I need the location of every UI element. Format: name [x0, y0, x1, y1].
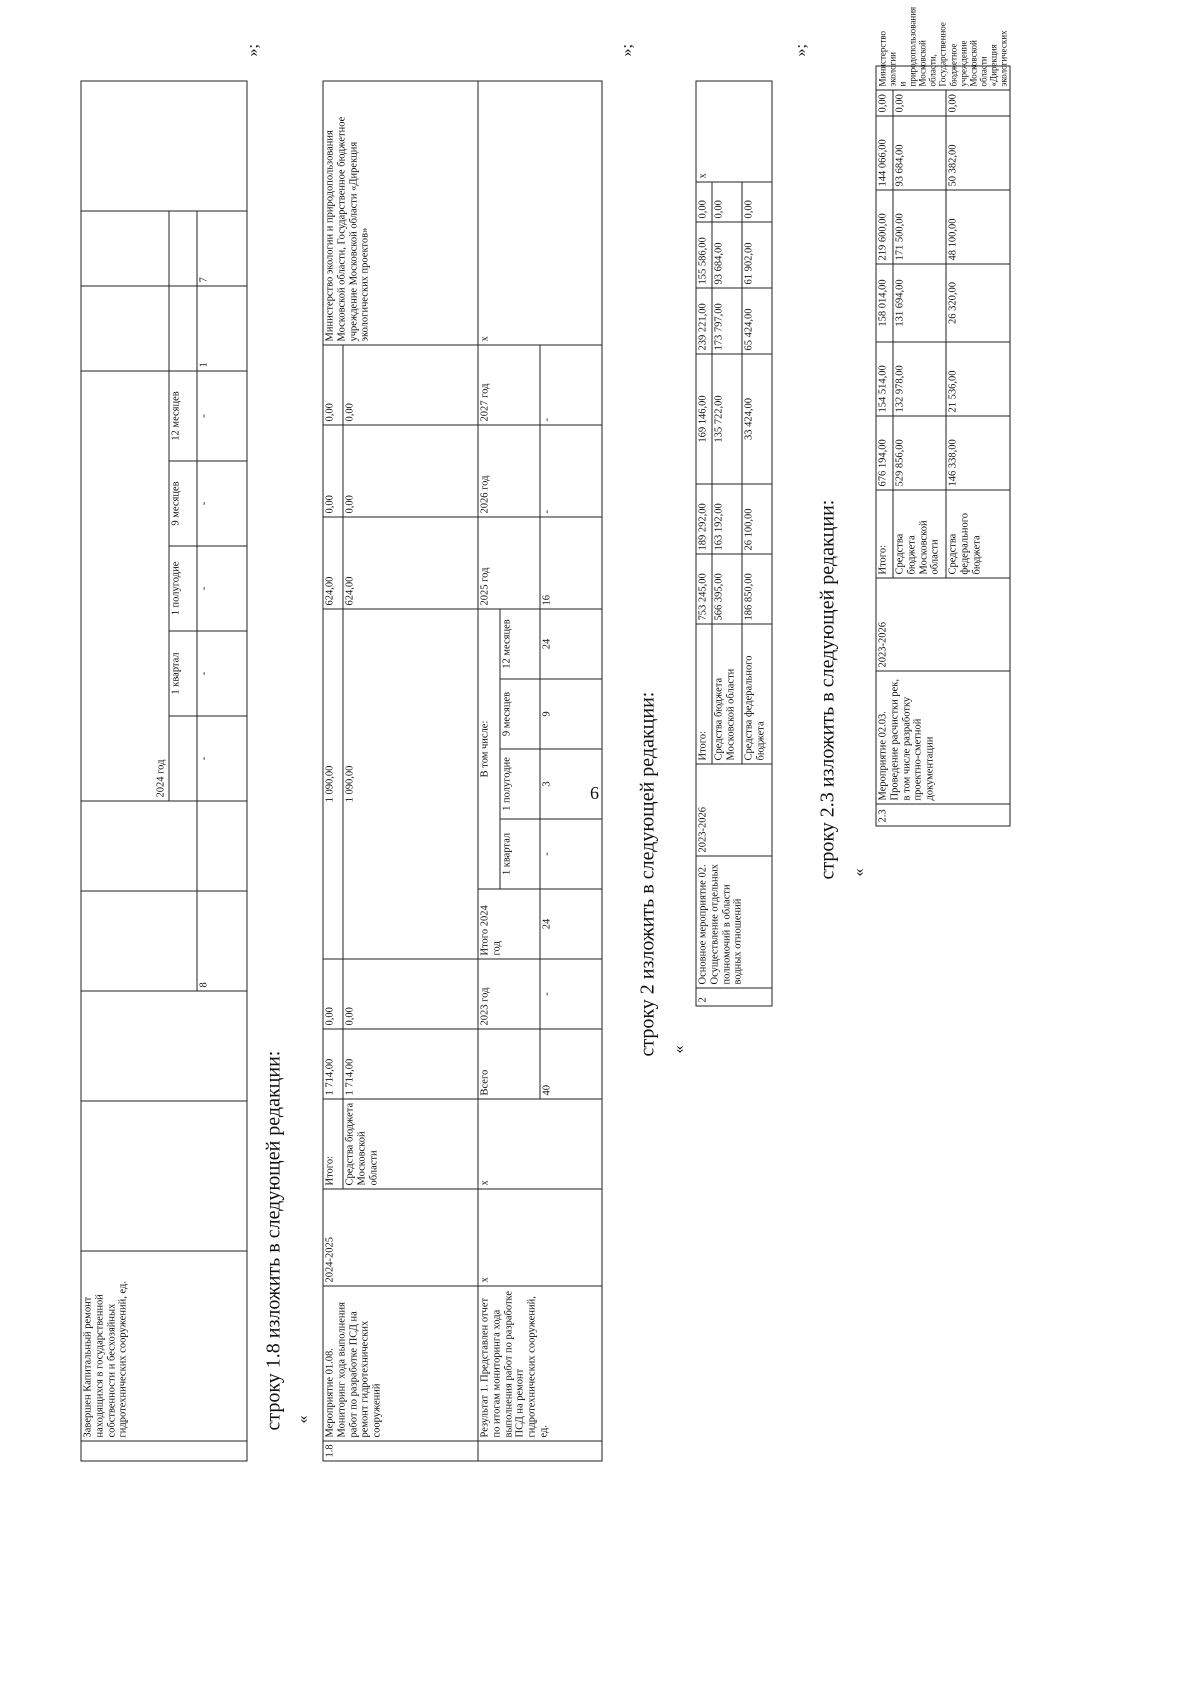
value: -: [197, 631, 247, 716]
value: 173 797,00: [712, 288, 742, 354]
row-number: 2.3: [876, 804, 1010, 826]
value: 239 221,00: [696, 288, 712, 354]
cell-empty: [197, 801, 247, 891]
header-itogo-2024: Итого 2024 год: [478, 889, 540, 959]
value: 144 066,00: [876, 116, 893, 190]
value: 186 850,00: [742, 554, 772, 624]
value: -: [197, 461, 247, 546]
value: 624,00: [343, 517, 478, 609]
row-period: 2024-2025: [323, 1189, 478, 1286]
value: 163 192,00: [712, 484, 742, 554]
value: 1 090,00: [323, 609, 343, 959]
instruction-line: строку 2.3 изложить в следующей редакции:: [816, 499, 839, 880]
value: -: [197, 371, 247, 461]
value: -: [540, 819, 602, 889]
cell-empty: [81, 286, 169, 371]
result-executor: х: [478, 81, 602, 345]
value: -: [197, 716, 247, 801]
header-q1: 1 квартал: [500, 819, 540, 889]
value: 3: [540, 749, 602, 819]
value: 0,00: [946, 90, 1010, 116]
row-name: Завершен Капитальный ремонт находящихся в государственной собственности и бесхозяйных гидротехнических сооружений, ед.: [81, 1251, 247, 1441]
value: 24: [540, 889, 602, 959]
value: 1 090,00: [343, 609, 478, 959]
value: 1 714,00: [323, 1029, 343, 1099]
value: 50 382,00: [946, 116, 1010, 190]
cell-empty: [81, 1101, 247, 1251]
source-label: Средства федерального бюджета: [742, 624, 772, 764]
value: 93 684,00: [893, 116, 946, 190]
value: 0,00: [893, 90, 946, 116]
cell-empty: [478, 1441, 602, 1461]
value: 0,00: [343, 345, 478, 425]
open-quote: «: [850, 868, 868, 877]
header-2026: 2026 год: [478, 425, 540, 517]
row-period: 2023-2026: [696, 764, 772, 856]
value: 0,00: [696, 182, 712, 222]
row-number: 1.8: [323, 1441, 478, 1461]
close-quote: »;: [618, 44, 636, 57]
close-quote: »;: [244, 44, 262, 57]
value: 219 600,00: [876, 190, 893, 264]
value: 624,00: [323, 517, 343, 609]
row-period: 2023-2026: [876, 578, 1010, 671]
value: 26 320,00: [946, 264, 1010, 342]
source-label: Итого:: [696, 624, 712, 764]
value: 24: [540, 609, 602, 679]
instruction-line: строку 2 изложить в следующей редакции:: [636, 691, 659, 1057]
source-label: Средства бюджета Московской области: [712, 624, 742, 764]
value: 0,00: [876, 90, 893, 116]
executor: Министерство экологии и природопользования Московской области, Государственное бюджетное учреждение Московской области «Дирекция экологических: [876, 66, 1010, 90]
value: 135 722,00: [712, 354, 742, 484]
value: 155 586,00: [696, 222, 712, 288]
value: -: [540, 959, 602, 1029]
value: 1 714,00: [343, 1029, 478, 1099]
cell-empty: [81, 211, 169, 286]
source-label: Итого:: [323, 1099, 343, 1189]
value: 65 424,00: [742, 288, 772, 354]
table-result-continuation: [81, 80, 248, 1461]
open-quote: «: [670, 1045, 688, 1054]
value: -: [540, 425, 602, 517]
value: 48 100,00: [946, 190, 1010, 264]
value: 61 902,00: [742, 222, 772, 288]
value-2026: 7: [197, 211, 247, 286]
value: 171 500,00: [893, 190, 946, 264]
value: 676 194,00: [876, 416, 893, 490]
value: -: [197, 546, 247, 631]
value: 189 292,00: [696, 484, 712, 554]
value: 40: [540, 1029, 602, 1099]
cell-empty: [81, 81, 247, 211]
source-label: Итого:: [876, 490, 893, 578]
value: 93 684,00: [712, 222, 742, 288]
value: 146 338,00: [946, 416, 1010, 490]
executor: х: [696, 81, 772, 182]
header-2023: 2023 год: [478, 959, 540, 1029]
value-2025: 1: [197, 286, 247, 371]
cell-empty: [169, 716, 197, 801]
sub-header-q1: 1 квартал: [169, 631, 197, 716]
result-unit: х: [478, 1099, 602, 1189]
value: 529 856,00: [893, 416, 946, 490]
value: 0,00: [323, 345, 343, 425]
cell-empty: [81, 1441, 247, 1461]
executor: Министерство экологии и природопользования Московской области, Государственное бюджетное учреждение Московской области «Дирекция экологических проектов»: [323, 81, 478, 345]
header-h1: 1 полугодие: [500, 749, 540, 819]
value: -: [540, 345, 602, 425]
instruction-line: строку 1.8 изложить в следующей редакции:: [262, 1050, 285, 1431]
source-label: Средства федерального бюджета: [946, 490, 1010, 578]
sub-header-9m: 9 месяцев: [169, 461, 197, 546]
value: 0,00: [343, 425, 478, 517]
value: 0,00: [343, 959, 478, 1029]
header-all: Всего: [478, 1029, 540, 1099]
table-row-2-3: [876, 6, 1011, 827]
value: 154 514,00: [876, 342, 893, 416]
close-quote: »;: [792, 44, 810, 57]
value: 753 245,00: [696, 554, 712, 624]
value: 158 014,00: [876, 264, 893, 342]
value: 26 100,00: [742, 484, 772, 554]
header-2025: 2025 год: [478, 517, 540, 609]
source-label: Средства бюджета Московской области: [893, 490, 946, 578]
period-header: 2024 год: [81, 371, 169, 801]
value: 132 978,00: [893, 342, 946, 416]
cell-empty: [81, 991, 247, 1101]
value: 9: [540, 679, 602, 749]
result-name: Результат 1. Представлен отчет по итогам мониторинга хода выполнения работ по разработке ПСД на ремонт гидротехнических сооружений, ед.: [478, 1286, 602, 1441]
cell-empty: [169, 211, 197, 286]
page-number: 6: [590, 783, 599, 803]
table-row-2: [696, 81, 773, 1007]
table-row-1-8: [323, 81, 603, 1462]
rotated-sheet: [1, 0, 1201, 1697]
value: 16: [540, 517, 602, 609]
result-period: х: [478, 1189, 602, 1286]
value: 0,00: [323, 425, 343, 517]
source-label: Средства бюджета Московской области: [343, 1099, 478, 1189]
header-incl: В том числе:: [478, 609, 500, 889]
value: 169 146,00: [696, 354, 712, 484]
value: 0,00: [323, 959, 343, 1029]
value: 33 424,00: [742, 354, 772, 484]
cell-empty: [169, 286, 197, 371]
sub-header-h1: 1 полугодие: [169, 546, 197, 631]
value-total: 8: [197, 891, 247, 991]
row-name: Мероприятие 02.03. Проведение расчистки рек, в том числе разработку проектно-сметной документации: [876, 671, 1010, 804]
header-2027: 2027 год: [478, 345, 540, 425]
cell-empty: [81, 801, 197, 891]
value: 0,00: [712, 182, 742, 222]
row-name: Мероприятие 01.08. Мониторинг хода выполнения работ по разработке ПСД на ремонт гидротехнических сооружений: [323, 1286, 478, 1441]
value: 21 536,00: [946, 342, 1010, 416]
header-9m: 9 месяцев: [500, 679, 540, 749]
header-12m: 12 месяцев: [500, 609, 540, 679]
value: 566 395,00: [712, 554, 742, 624]
row-number: 2: [696, 988, 772, 1006]
value: 131 694,00: [893, 264, 946, 342]
open-quote: «: [294, 1415, 312, 1424]
row-name: Основное мероприятие 02. Осуществление отдельных полномочий в области водных отношений: [696, 856, 772, 988]
sub-header-12m: 12 месяцев: [169, 371, 197, 461]
value: 0,00: [742, 182, 772, 222]
cell-empty: [81, 891, 197, 991]
